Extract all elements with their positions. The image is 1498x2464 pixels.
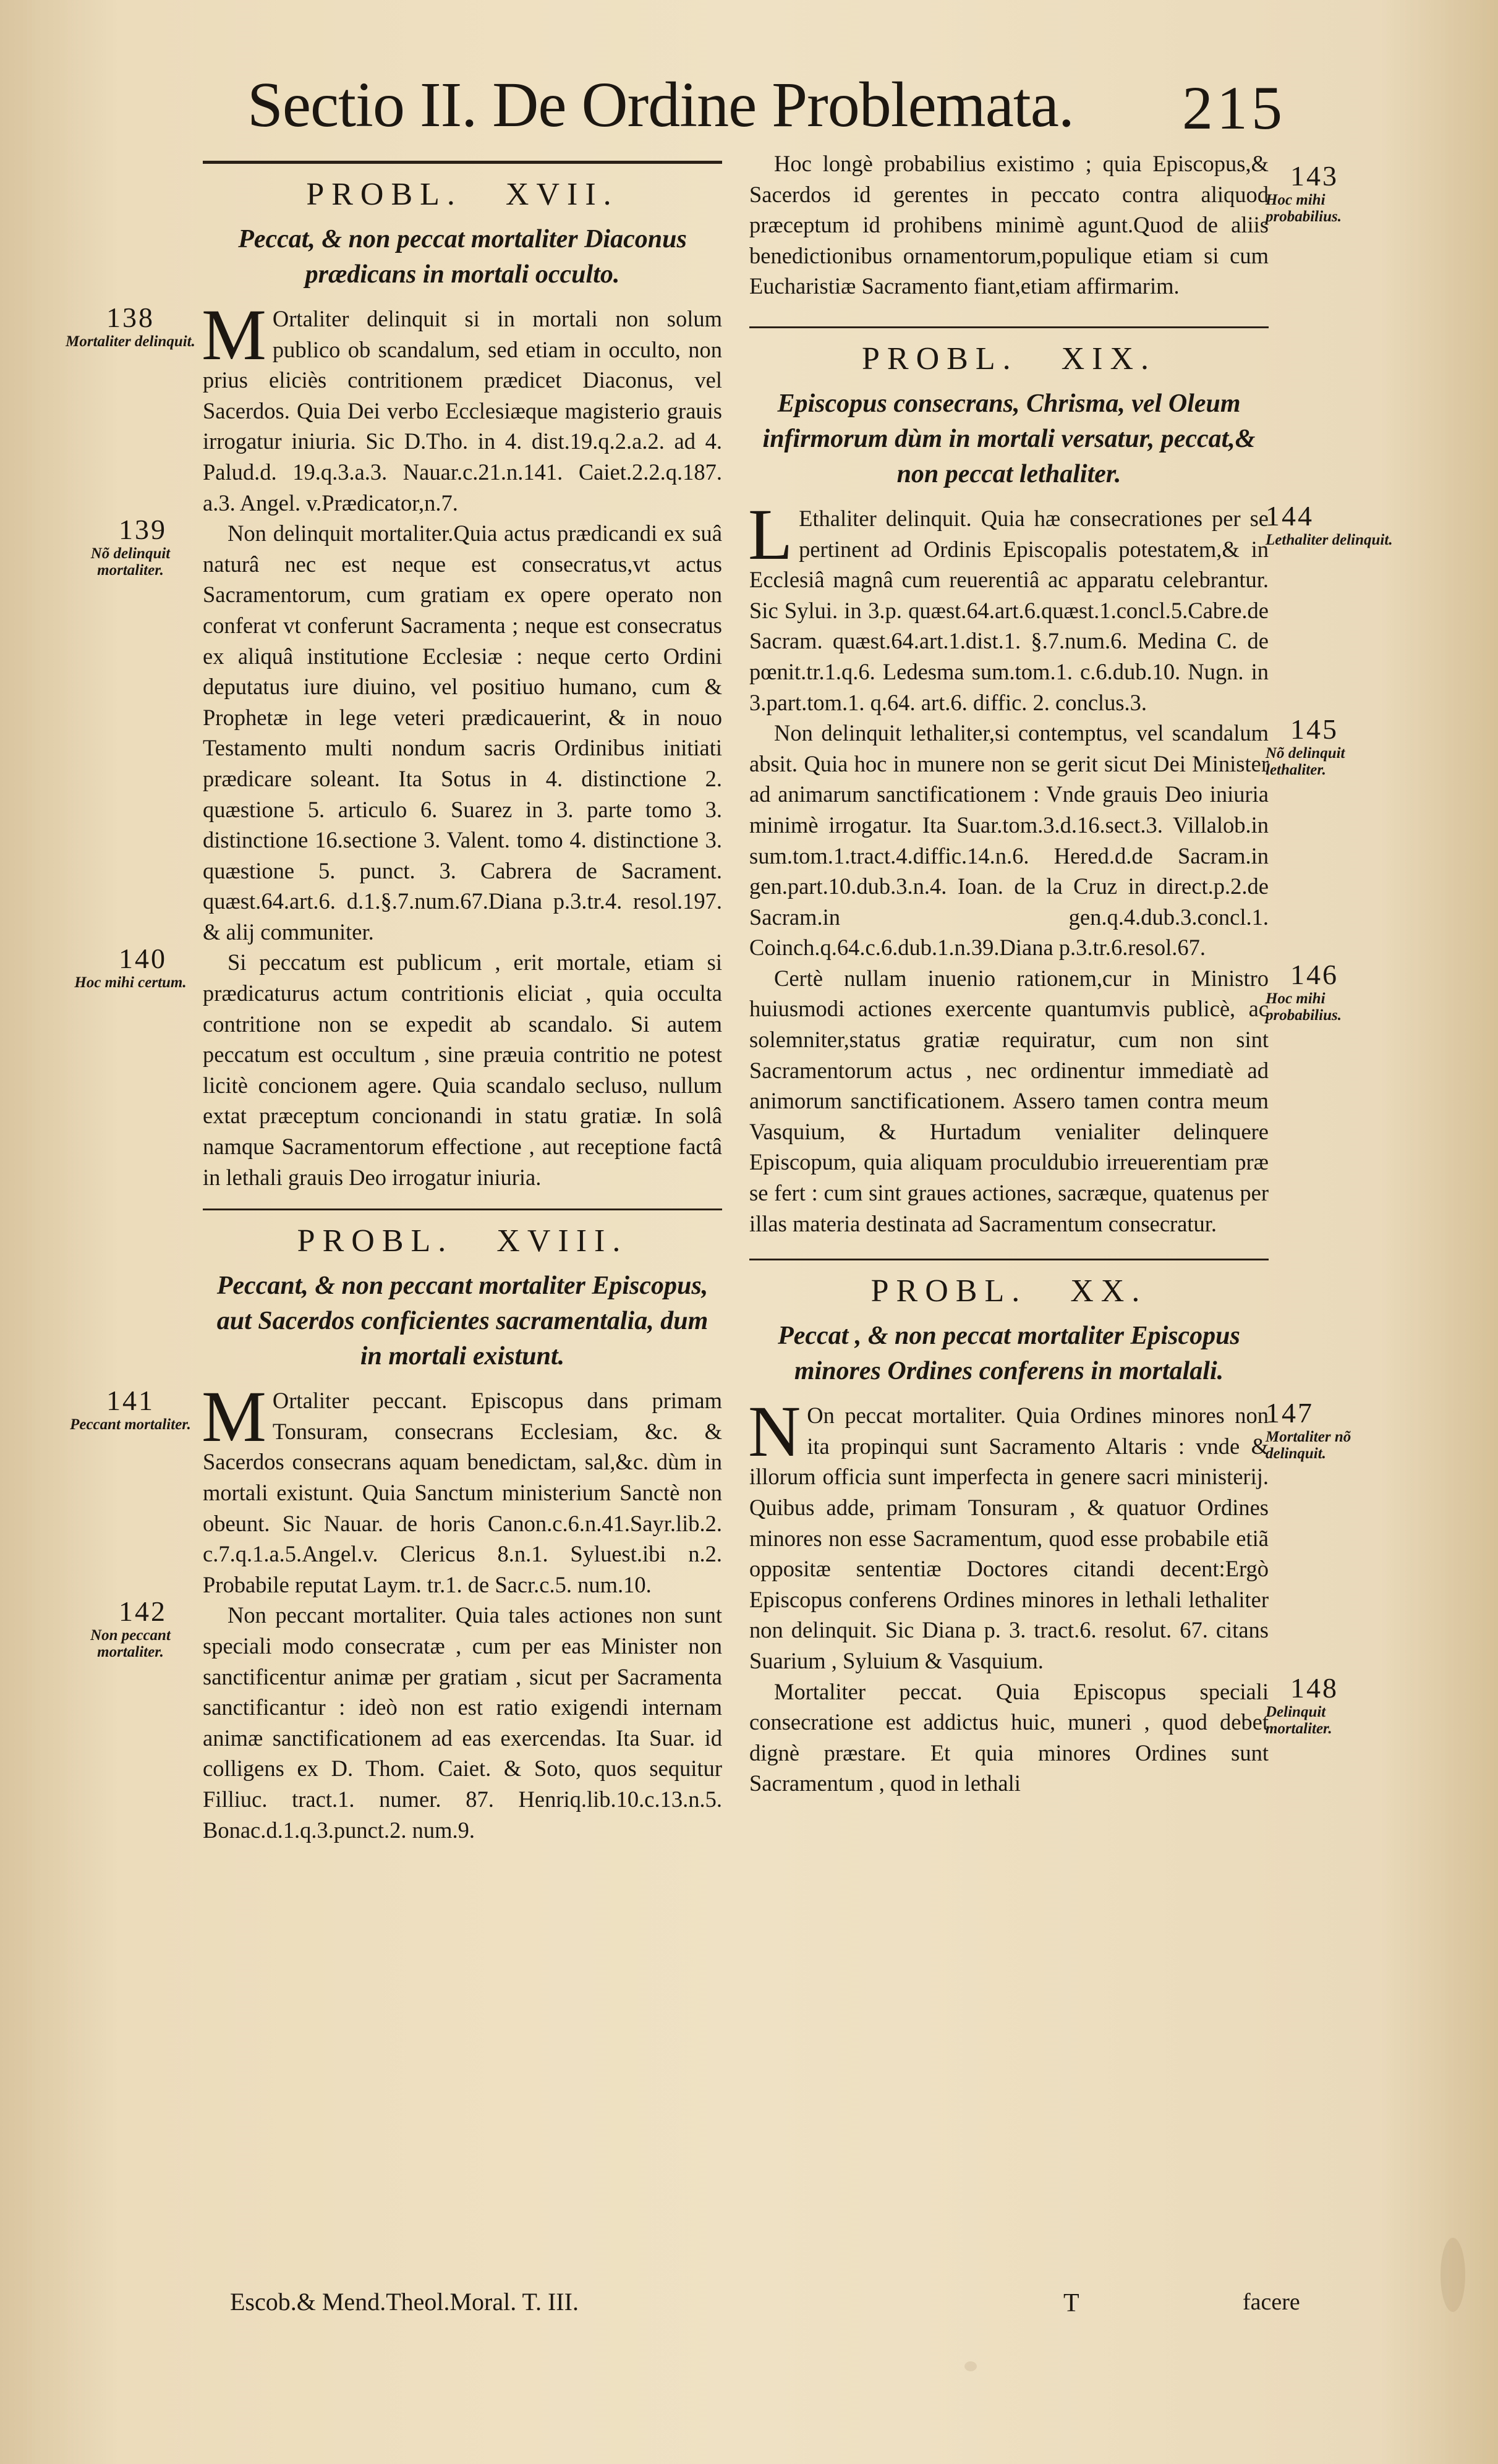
paragraph-138 — [66, 294, 722, 518]
margin-note — [66, 943, 195, 991]
paragraph-text: Non delinquit lethaliter,si contemptus, vel scandalum absit. Quia hoc in munere non se gerit sicut Dei Minister ad animarum sanctificationem : Vnde grauis Deo iniuria minimè irrogatur. Ita Suar.tom.3.d.16.sect.3. Villalob.in sum.tom.1.tract.4.diffic.14.n.6. Hered.d.de Sacram.in gen.part.10.dub.3.n.4. Ioan. de la Cruz in direct.p.2.de Sacram.in gen.q.4.dub.3.concl.1. Coinch.q.64.c.6.dub.1.n.39.Diana p.3.tr.6.resol.67. — [749, 720, 1269, 961]
problem-heading — [203, 175, 722, 215]
margin-note-text: Nõ delinquit mortaliter. — [90, 545, 171, 579]
section-rule — [749, 1259, 1269, 1260]
margin-note-text: Mortaliter nõ delinquit. — [1266, 1429, 1351, 1463]
paragraph-148 — [749, 1672, 1338, 1799]
paragraph-text: Ethaliter delinquit. Quia hæ consecrationes per se pertinent ad Ordinis Episcopalis potestatem,& in Ecclesiâ magnâ cum reuerentiâ ac apparatu celebrantur. Sic Sylui. in 3.p. quæst.64.art.6.quæst.1.concl.5.Cabre.de Sacram. quæst.64.art.1.dist.1. §.7.num.6. Medina C. de pœnit.tr.1.q.6. Ledesma sum.tom.1. c.6.dub.10. Nugn. in 3.part.tom.1. q.64. art.6. diffic. 2. conclus.3. — [749, 505, 1269, 715]
paragraph-147 — [748, 1391, 1351, 1676]
signature-line: Escob.& Mend.Theol.Moral. T. III. — [230, 2288, 579, 2316]
right-column — [748, 148, 1393, 1799]
paragraph-number: 146 — [1290, 958, 1338, 990]
problem-title: Episcopus consecrans, Chrisma, vel Oleum infirmorum dùm in mortali versatur, peccat,& non peccat lethaliter. — [762, 389, 1256, 488]
paragraph-141 — [70, 1376, 722, 1600]
paragraph-number: 142 — [119, 1595, 167, 1628]
margin-note-text: Hoc mihi certum. — [74, 974, 187, 992]
paragraph-number: 144 — [1266, 499, 1314, 532]
paragraph-number: 138 — [106, 302, 155, 333]
problem-number: XX. — [1070, 1273, 1147, 1309]
margin-note-text: Mortaliter delinquit. — [66, 333, 195, 350]
margin-note-text: Peccant mortaliter. — [70, 1416, 191, 1434]
section-rule — [203, 1209, 722, 1210]
problem-label: PROBL. — [870, 1273, 1028, 1309]
margin-note — [1266, 501, 1395, 548]
margin-note — [1266, 1398, 1395, 1462]
paragraph-145 — [749, 713, 1345, 963]
paragraph-text: Ortaliter delinquit si in mortali non solum publico ob scandalum, sed etiam in occulto, non prius eliciès contritionem prædicet Diaconus, vel Sacerdos. Quia Dei verbo Ecclesiæque magisterio grauis irrogatur iniuria. Sic D.Tho. in 4. dist.19.q.2.a.2. ad 4. Palud.d. 19.q.3.a.3. Nauar.c.21.n.141. Caiet.2.2.q.187. a.3. Angel. v.Prædicator,n.7. — [203, 306, 722, 516]
paragraph-139 — [90, 514, 722, 947]
drop-cap: M — [202, 294, 266, 375]
problem-label: PROBL. — [297, 1223, 454, 1259]
paragraph-140 — [74, 943, 722, 1192]
paragraph-number: 148 — [1290, 1672, 1338, 1704]
paragraph-text: Ortaliter peccant. Episcopus dans primam Tonsuram, consecrans Ecclesiam, &c. & Sacerdos consecrans aquam benedictam, sal,&c. dùm in mortali existunt. Quia Sanctum ministerium Sanctè non obeunt. Sic Nauar. de horis Canon.c.6.n.41.Sayr.lib.2. c.7.q.1.a.5.Angel.v. Clericus 8.n.1. Syluest.ibi n.2. Probabile reputat Laym. tr.1. de Sacr.c.5. num.10. — [203, 1388, 722, 1597]
drop-cap: L — [748, 493, 793, 575]
paragraph-text: Si peccatum est publicum , erit mortale, etiam si prædicaturus actum contritionis eliciat , quia occulta contritione non se expedit ab scandalo. Si autem peccatum est occultum , sine præuia contritio ne potest licitè concionem agere. Quia scandalo secluso, nullum extat præceptum concionandi in statu gratiæ. In solâ namque Sacramentorum effectione , aut receptione factâ in lethali grauis Deo irrogatur iniuria. — [203, 949, 722, 1190]
margin-note-text: Non peccant mortaliter. — [90, 1627, 171, 1661]
margin-note — [66, 514, 195, 579]
section-rule — [749, 326, 1269, 328]
problem-number: XVIII. — [496, 1223, 628, 1259]
problem-number: XIX. — [1061, 341, 1157, 376]
margin-note — [66, 1385, 195, 1433]
paragraph-text: Non delinquit mortaliter.Quia actus prædicandi ex suâ naturâ nec est neque est consecratus,vt actus Sacramentorum, cum gratiam ex opere operato non conferat vt conferunt Sacramenta ; neque est consecratus ex aliquâ institutione Ecclesiæ : neque certo Ordini deputatus iure diuino, vel positiuo humano, cum & Prophetæ in lege veteri prædicauerint, & in nouo Testamento multi nondum sacris Ordinibus initiati prædicare soleant. Ita Sotus in 4. distinctione 2. quæstione 5. articulo 6. Suarez in 3. parte tomo 3. distinctione 16.sectione 3. Valent. tomo 4. distinctione 3. quæstione 5. punct. 3. Cabrera de Sacrament. quæst.64.art.6. d.1.§.7.num.67.Diana p.3.tr.4. resol.197. & alij communiter. — [203, 520, 722, 945]
paragraph-number: 145 — [1290, 713, 1338, 746]
page-number: 215 — [1182, 74, 1286, 142]
catchword: facere — [1243, 2289, 1300, 2315]
paragraph-number: 147 — [1266, 1397, 1314, 1429]
problem-label: PROBL. — [861, 341, 1018, 376]
paragraph-text: On peccat mortaliter. Quia Ordines minores non ita propinqui sunt Sacramento Altaris : vnde & illorum officia sunt imperfecta in genere sacri ministerij. Quibus adde, primam Tonsuram , & quatuor Ordines minores non esse Sacramentum, quod esse probabile etiã oppositæ sententiæ Doctores citandi decent:Ergò Episcopus conferens Ordines minores in lethali lethaliter non delinquit. Sic Diana p. 3. tract.6. resolut. 67. citans Suarium , Syluium & Vasquium. — [749, 1403, 1269, 1673]
paragraph-text: Hoc longè probabilius existimo ; quia Episcopus,& Sacerdos id gerentes in peccato contra aliquod præceptum id prohibens minimè agunt.Quod de aliis benedictionibus ornamentorum,populique etiam si cum Eucharistiæ Sacramento fiant,etiam affirmarim. — [749, 151, 1269, 299]
paragraph-number: 143 — [1290, 160, 1338, 192]
paragraph-142 — [90, 1595, 722, 1845]
margin-note — [1266, 714, 1395, 778]
margin-note — [1266, 959, 1395, 1024]
margin-note-text: Hoc mihi probabilius. — [1266, 192, 1342, 225]
problem-heading — [749, 1272, 1269, 1311]
running-title: Sectio II. De Ordine Problemata. — [247, 69, 1074, 140]
paragraph-number: 139 — [119, 514, 167, 546]
problem-title: Peccat , & non peccat mortaliter Episcopus minores Ordines conferens in mortalali. — [778, 1322, 1240, 1386]
margin-note — [66, 1596, 195, 1660]
problem-label: PROBL. — [306, 177, 462, 212]
paragraph-143 — [749, 148, 1342, 302]
paragraph-number: 141 — [106, 1385, 155, 1417]
drop-cap: M — [202, 1376, 266, 1458]
signature-mark: T — [1063, 2289, 1079, 2317]
problem-title: Peccat, & non peccat mortaliter Diaconus prædicans in mortali occulto. — [238, 225, 687, 289]
left-column — [66, 148, 722, 1845]
paragraph-144 — [748, 493, 1393, 718]
paper-stain — [964, 2361, 977, 2371]
paragraph-text: Non peccant mortaliter. Quia tales actiones non sunt speciali modo consecratæ , cum per eas Minister non sanctificentur animæ per gratiam , sicut per Sacramenta sanctificantur : ideò non est ratio exigendi internam animæ sanctificationem ad eas exercendas. Ita Suar. id colligens ex D. Thom. Caiet. & Soto, quos sequitur Filliuc. tract.1. numer. 87. Henriq.lib.10.c.13.n.5. Bonac.d.1.q.3.punct.2. num.9. — [203, 1602, 722, 1843]
paragraph-text: Certè nullam inuenio rationem,cur in Ministro huiusmodi actiones exercente quantumvis publicè, ac solemniter,status gratiæ requiratur, cum non sint Sacramentorum actus , nec ordinentur immediatè ad animorum sanctificationem. Assero tamen contra meum Vasquium, & Hurtadum venialiter delinquere Episcopum, quia aliquam proculdubio irreuerentiam præ se fert : cum sint graues actiones, sacræque, quatenus per illas materia destinata ad Sacramentum consecratur. — [749, 965, 1269, 1236]
paragraph-146 — [749, 958, 1342, 1239]
printer-signature — [185, 2287, 742, 2317]
problem-number: XVII. — [505, 177, 619, 212]
drop-cap: N — [748, 1391, 801, 1472]
paragraph-text: Mortaliter peccat. Quia Episcopus speciali consecratione est addictus huic, muneri , quod debet dignè præstare. Et quia minores Ordines sunt Sacramentum , quod in lethali — [749, 1678, 1269, 1796]
margin-note-text: Lethaliter delinquit. — [1266, 531, 1393, 548]
margin-note — [66, 302, 195, 350]
problem-title: Peccant, & non peccant mortaliter Episcopus, aut Sacerdos conficientes sacramentalia, dum in mortali existunt. — [216, 1272, 709, 1371]
section-rule — [203, 161, 722, 164]
problem-heading — [749, 339, 1269, 379]
paragraph-number: 140 — [119, 943, 167, 975]
margin-note-text: Delinquit mortaliter. — [1266, 1703, 1332, 1737]
page-header — [204, 62, 1286, 148]
margin-note — [1266, 161, 1395, 225]
margin-note-text: Nõ delinquit lethaliter. — [1266, 745, 1345, 779]
margin-note — [1266, 1673, 1395, 1737]
margin-note-text: Hoc mihi probabilius. — [1266, 990, 1342, 1024]
paper-stain — [1441, 2238, 1465, 2312]
problem-heading — [203, 1221, 722, 1261]
